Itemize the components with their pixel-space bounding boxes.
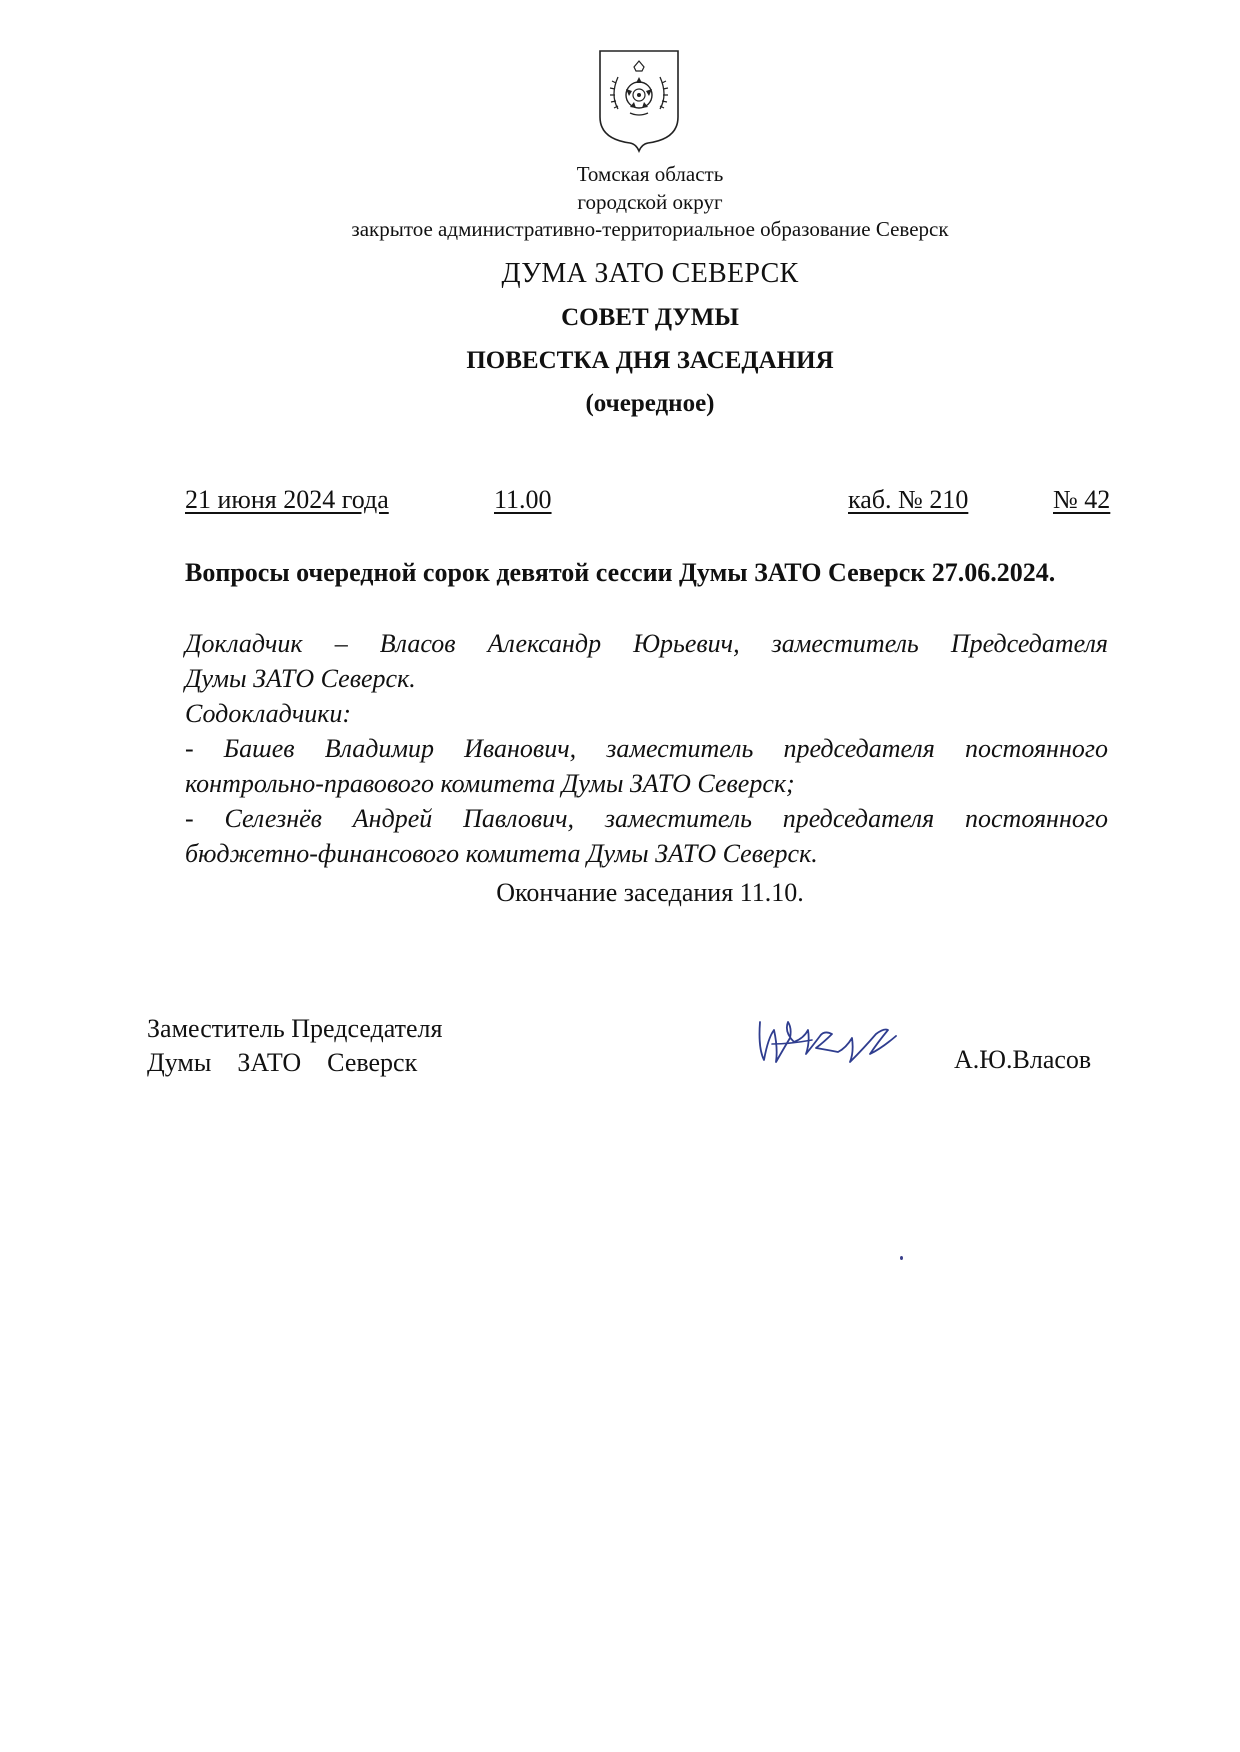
agenda-body — [185, 555, 1108, 590]
co-speaker1-line2: контрольно-правового комитета Думы ЗАТО Северск; — [185, 769, 795, 798]
duma-title: ДУМА ЗАТО СЕВЕРСК — [501, 258, 799, 289]
handwritten-signature — [754, 1008, 904, 1070]
co-speaker2-line1: - Селезнёв Андрей Павлович, заместитель председателя постоянного — [185, 804, 1108, 833]
header-region: Томская область — [576, 162, 724, 186]
closing-line: Окончание заседания 11.10. — [496, 878, 804, 907]
position-line2 — [147, 1046, 442, 1080]
position-word-seversk: Северск — [327, 1048, 418, 1077]
session-type: (очередное) — [585, 390, 715, 417]
agenda-speakers — [185, 626, 1108, 871]
co-speaker2-line2: бюджетно-финансового комитета Думы ЗАТО Северск. — [185, 839, 818, 868]
position-word-duma: Думы — [147, 1048, 212, 1077]
meeting-date: 21 июня 2024 года — [185, 485, 389, 514]
signatory-name: А.Ю.Власов — [954, 1045, 1092, 1074]
agenda-question-line1: Вопросы очередной сорок девятой сессии Думы ЗАТО Северск — [185, 558, 926, 587]
agenda-number: № 42 — [1053, 485, 1111, 514]
co-speakers-label: Содокладчики: — [185, 699, 352, 728]
coat-of-arms-emblem — [596, 47, 682, 153]
co-speaker1-line1: - Башев Владимир Иванович, заместитель председателя постоянного — [185, 734, 1108, 763]
agenda-title: ПОВЕСТКА ДНЯ ЗАСЕДАНИЯ — [466, 347, 834, 374]
position-line1: Заместитель Председателя — [147, 1014, 443, 1043]
speaker-line1: Докладчик – Власов Александр Юрьевич, заместитель Председателя — [185, 629, 1108, 658]
agenda-question — [185, 555, 1108, 590]
scan-speck — [900, 1256, 903, 1260]
meeting-time: 11.00 — [494, 485, 552, 514]
signature-position — [147, 1012, 442, 1080]
speaker-line2: Думы ЗАТО Северск. — [185, 664, 416, 693]
agenda-question-line2: 27.06.2024. — [931, 558, 1056, 587]
position-word-zato: ЗАТО — [237, 1048, 302, 1077]
meeting-room: каб. № 210 — [848, 485, 969, 514]
header-district: городской округ — [577, 190, 723, 214]
council-title: СОВЕТ ДУМЫ — [561, 304, 739, 331]
header-zato: закрытое административно-территориальное образование Северск — [351, 217, 949, 241]
